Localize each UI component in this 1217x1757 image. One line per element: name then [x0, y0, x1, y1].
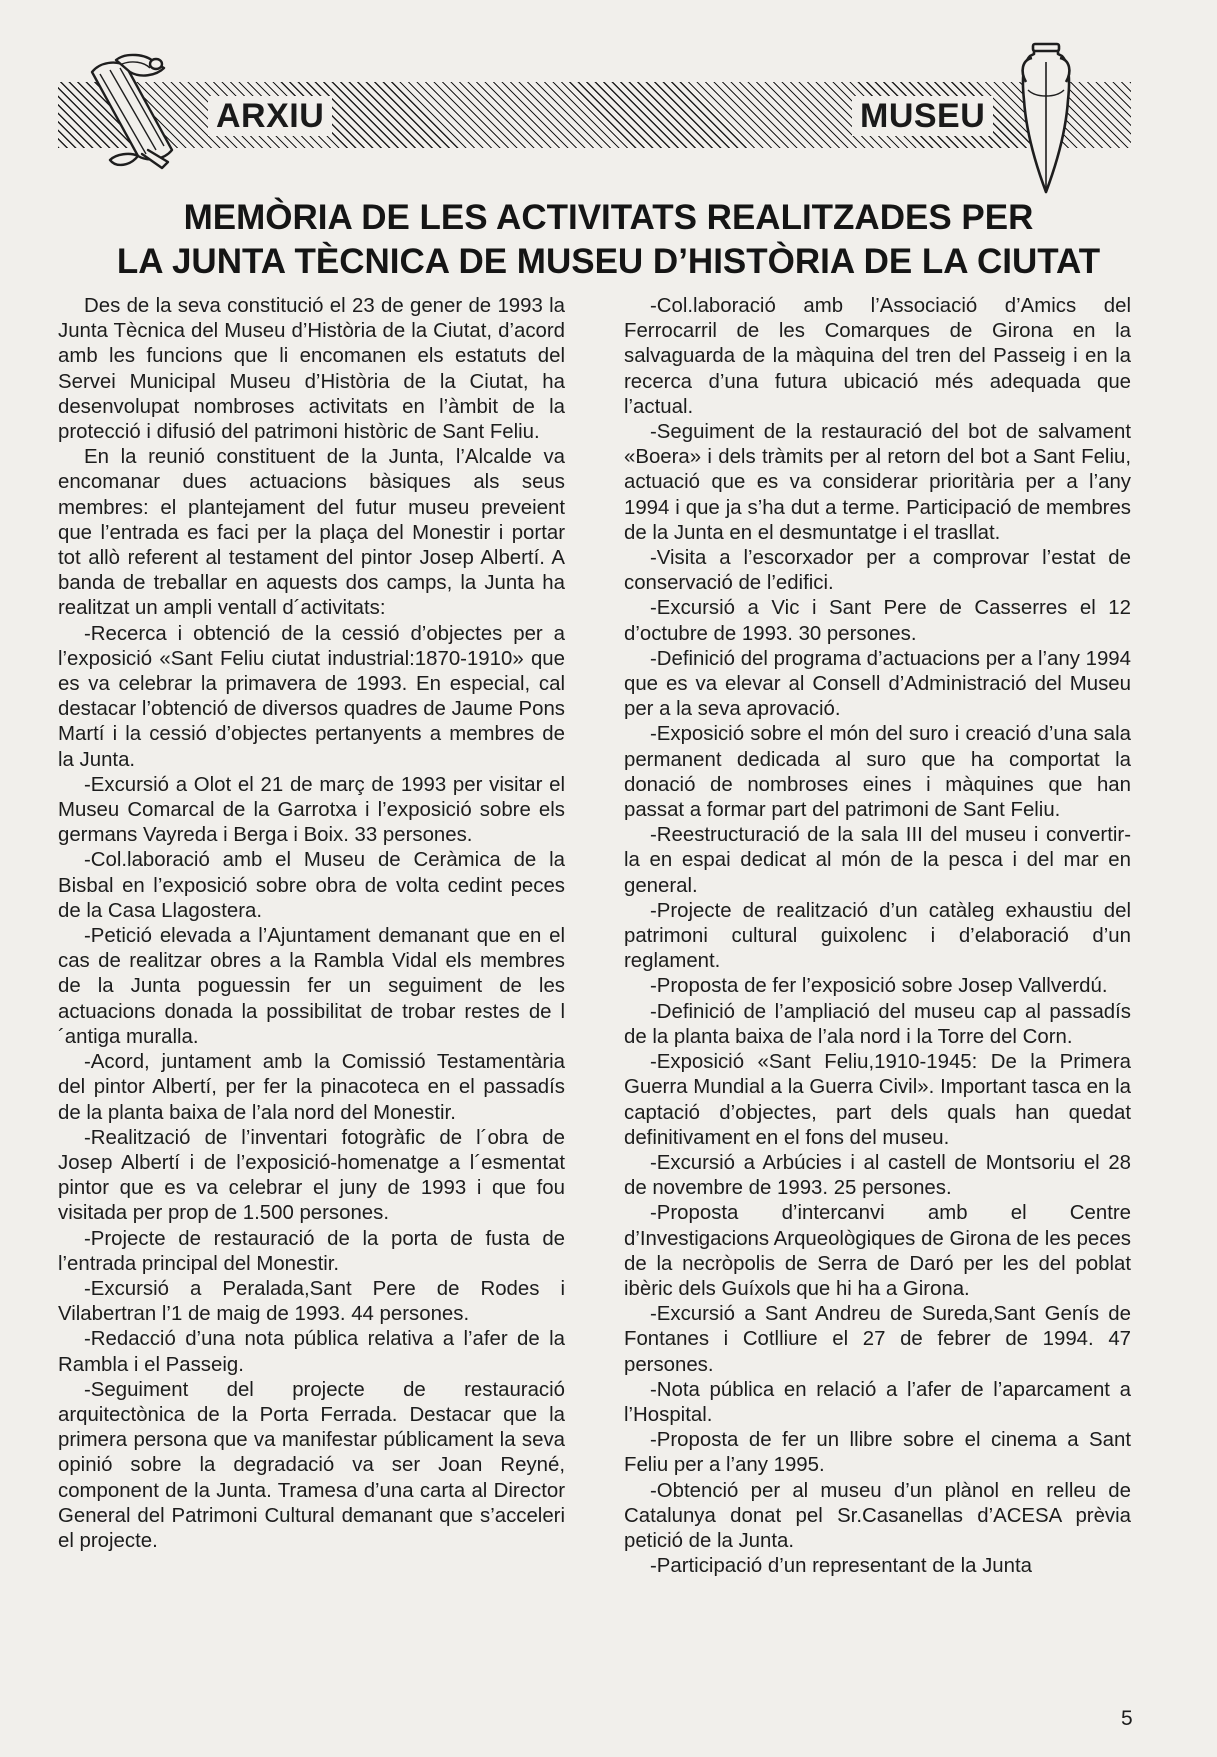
paragraph: -Nota pública en relació a l’afer de l’aparcament a l’Hospital.	[624, 1378, 1131, 1426]
paragraph: -Col.laboració amb l’Associació d’Amics del Ferrocarril de les Comarques de Girona en la salvaguarda de la màquina del tren del Passeig i en la recerca d’una futura ubicació més adequada que l’actual.	[624, 295, 1131, 418]
paragraph: -Projecte de realització d’un catàleg exhaustiu del patrimoni cultural guixolenc i d’elaboració d’un reglament.	[624, 899, 1131, 973]
paragraph: -Recerca i obtenció de la cessió d’objectes per a l’exposició «Sant Feliu ciutat industrial:1870-1910» que es va celebrar la primavera de 1993. En especial, cal destacar l’obtenció de diversos quadres de Jaume Pons Martí i la cessió d’objectes pertanyents a membres de la Junta.	[58, 622, 565, 771]
amphora-icon	[1018, 40, 1074, 196]
paragraph: -Projecte de restauració de la porta de fusta de l’entrada principal del Monestir.	[58, 1227, 565, 1275]
paragraph: -Seguiment del projecte de restauració arquitectònica de la Porta Ferrada. Destacar que la primera persona que va manifestar públicament la seva opinió sobre la degradació va ser Joan Reyné, component de la Junta. Tramesa d’una carta al Director General del Patrimoni Cultural demanant que s’acceleri el projecte.	[58, 1378, 565, 1552]
article-title	[50, 196, 1167, 284]
paragraph: -Col.laboració amb el Museu de Ceràmica de la Bisbal en l’exposició sobre obra de volta cedint peces de la Casa Llagostera.	[58, 849, 565, 922]
paragraph: -Proposta de fer l’exposició sobre Josep Vallverdú.	[650, 975, 1108, 998]
paragraph: -Definició del programa d’actuacions per a l’any 1994 que es va elevar al Consell d’Administració del Museu per a la seva aprovació.	[624, 647, 1131, 721]
paragraph: -Participació d’un representant de la Junta	[650, 1555, 1032, 1578]
paragraph: -Exposició «Sant Feliu,1910-1945: De la Primera Guerra Mundial a la Guerra Civil». Important tasca en la captació d’objectes, part dels quals han quedat definitivament en el fons del museu.	[624, 1051, 1131, 1149]
right-column	[624, 294, 1131, 1579]
page-number: 5	[1121, 1707, 1133, 1730]
paragraph: -Petició elevada a l’Ajuntament demanant que en el cas de realitzar obres a la Rambla Vidal els membres de la Junta poguessin fer un seguiment de les actuacions donada la possibilitat de trobar restes de l´antiga muralla.	[58, 925, 565, 1048]
paragraph: -Proposta d’intercanvi amb el Centre d’Investigacions Arqueològiques de Girona de les peces de la necròpolis de Serra de Daró per les del poblat ibèric dels Guíxols que hi ha a Girona.	[624, 1202, 1131, 1300]
paragraph: -Excursió a Vic i Sant Pere de Casserres el 12 d’octubre de 1993. 30 persones.	[624, 597, 1131, 645]
paragraph: -Seguiment de la restauració del bot de salvament «Boera» i dels tràmits per al retorn del bot a Sant Feliu, actuació que es va considerar prioritària per a l’any 1994 i que ja s’ha dut a terme. Participació de membres de la Junta en el desmuntatge i el trasllat.	[624, 421, 1131, 544]
title-line-2: LA JUNTA TÈCNICA DE MUSEU D’HISTÒRIA DE LA CIUTAT	[116, 242, 1101, 281]
left-column	[58, 294, 565, 1554]
paragraph: -Reestructuració de la sala III del museu i convertir-la en espai dedicat al món de la pesca i del mar en general.	[624, 824, 1131, 897]
scroll-icon	[86, 50, 186, 172]
paragraph: Des de la seva constitució el 23 de gener de 1993 la Junta Tècnica del Museu d’Història de la Ciutat, d’acord amb les funcions que li encomanen els estatuts del Servei Municipal Museu d’Història de la Ciutat, ha desenvolupat nombroses activitats en l’àmbit de la protecció i difusió del patrimoni històric de Sant Feliu.	[58, 295, 565, 444]
paragraph: -Obtenció per al museu d’un plànol en relleu de Catalunya donat pel Sr.Casanellas d’ACESA prèvia petició de la Junta.	[624, 1479, 1131, 1552]
title-line-1: MEMÒRIA DE LES ACTIVITATS REALITZADES PER	[183, 198, 1034, 237]
paragraph: -Exposició sobre el món del suro i creació d’una sala permanent dedicada al suro que ha comportat la donació de nombroses eines i màquines que han passat a formar part del patrimoni de Sant Feliu.	[624, 723, 1131, 822]
paragraph: -Acord, juntament amb la Comissió Testamentària del pintor Albertí, per fer la pinacoteca en el passadís de la planta baixa de l’ala nord del Monestir.	[58, 1051, 565, 1124]
paragraph: -Excursió a Olot el 21 de març de 1993 per visitar el Museu Comarcal de la Garrotxa i l’exposició sobre els germans Vayreda i Berga i Boix. 33 persones.	[58, 773, 565, 847]
paragraph: -Proposta de fer un llibre sobre el cinema a Sant Feliu per a l’any 1995.	[624, 1429, 1131, 1477]
section-label-museu: MUSEU	[852, 96, 993, 136]
paragraph: -Realització de l’inventari fotogràfic de l´obra de Josep Albertí i de l’exposició-homenatge a l´esmentat pintor que es va celebrar el juny de 1993 i que fou visitada per prop de 1.500 persones.	[58, 1126, 565, 1225]
paragraph: -Excursió a Sant Andreu de Sureda,Sant Genís de Fontanes i Cotlliure el 27 de febrer de 1994. 47 persones.	[624, 1303, 1131, 1376]
paragraph: -Excursió a Arbúcies i al castell de Montsoriu el 28 de novembre de 1993. 25 persones.	[624, 1151, 1131, 1200]
paragraph: -Visita a l’escorxador per a comprovar l’estat de conservació de l’edifici.	[624, 547, 1131, 595]
paragraph: -Definició de l’ampliació del museu cap al passadís de la planta baixa de l’ala nord i la Torre del Corn.	[624, 1000, 1131, 1048]
paragraph: -Redacció d’una nota pública relativa a l’afer de la Rambla i el Passeig.	[58, 1328, 565, 1376]
section-label-arxiu: ARXIU	[208, 96, 332, 136]
paragraph: -Excursió a Peralada,Sant Pere de Rodes i Vilabertran l’1 de maig de 1993. 44 persones.	[58, 1277, 565, 1326]
paragraph: En la reunió constituent de la Junta, l’Alcalde va encomanar dues actuacions bàsiques als seus membres: el plantejament del futur museu preveient que l’entrada es faci per la plaça del Monestir i portar tot allò referent al testament del pintor Josep Albertí. A banda de treballar en aquests dos camps, la Junta ha realitzat un ampli ventall d´activitats:	[58, 446, 565, 620]
